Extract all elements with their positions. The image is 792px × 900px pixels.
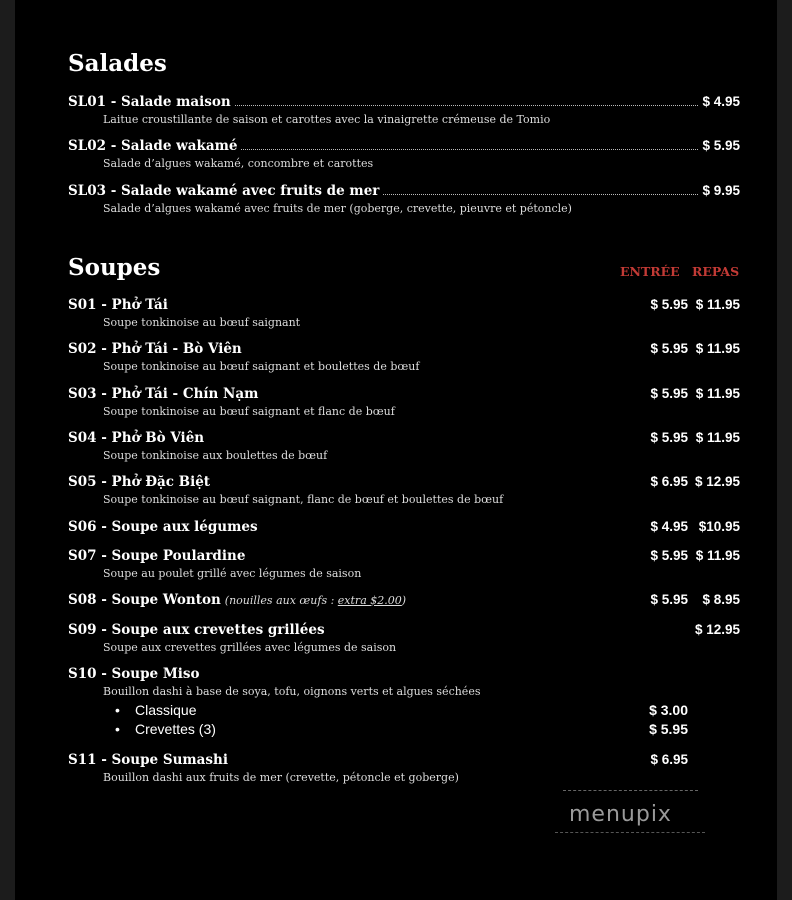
menu-item-s09 (68, 622, 740, 656)
price-entree: $ 5.95 (650, 386, 688, 401)
menu-item-s10 (68, 666, 740, 740)
soupes-title: Soupes (68, 254, 161, 281)
item-name: S03 - Phở Tái - Chín Nạm (68, 386, 259, 402)
item-name: S05 - Phở Đặc Biệt (68, 474, 211, 490)
price-repas: $ 11.95 (695, 297, 740, 312)
option-crevettes (68, 721, 740, 740)
dot-leader (383, 193, 698, 195)
price-repas: $ 11.95 (695, 430, 740, 445)
menupix-watermark (555, 790, 715, 842)
menu-item-s11 (68, 752, 740, 786)
price-repas: $ 8.95 (702, 592, 740, 607)
menu-item-sl01 (68, 94, 740, 128)
note-extra: extra $2.00 (337, 594, 402, 607)
item-name: S07 - Soupe Poulardine (68, 548, 246, 564)
bullet: • (115, 702, 120, 718)
price-repas: $10.95 (698, 519, 740, 534)
item-description: Soupe tonkinoise au bœuf saignant et flanc de bœuf (103, 405, 395, 418)
item-name: S08 - Soupe Wonton (68, 592, 221, 608)
item-name: SL01 - Salade maison (68, 94, 231, 110)
price-entree: $ 6.95 (650, 752, 688, 767)
menu-item-sl02 (68, 138, 740, 172)
menu-item-s05 (68, 474, 740, 508)
item-description: Laitue croustillante de saison et carottes avec la vinaigrette crémeuse de Tomio (103, 113, 551, 126)
item-name: SL02 - Salade wakamé (68, 138, 238, 154)
item-name: S11 - Soupe Sumashi (68, 752, 228, 768)
item-description: Soupe tonkinoise au bœuf saignant, flanc de bœuf et boulettes de bœuf (103, 493, 504, 506)
item-name: S01 - Phở Tái (68, 297, 168, 313)
item-name: S02 - Phở Tái - Bò Viên (68, 341, 242, 357)
dot-leader (235, 104, 699, 106)
item-price: $ 5.95 (702, 138, 740, 153)
price-entree: $ 5.95 (650, 430, 688, 445)
menu-item-s06 (68, 519, 740, 537)
option-classique (68, 702, 740, 721)
item-description: Soupe aux crevettes grillées avec légumes de saison (103, 641, 397, 654)
column-header-repas: REPAS (692, 264, 740, 279)
item-description: Bouillon dashi aux fruits de mer (crevette, pétoncle et goberge) (103, 771, 459, 784)
price-repas: $ 11.95 (695, 386, 740, 401)
watermark-rule (555, 832, 705, 833)
note-prefix: (nouilles aux œufs : (224, 594, 338, 607)
price-entree: $ 6.95 (650, 474, 688, 489)
price-entree: $ 5.95 (650, 341, 688, 356)
menu-item-sl03 (68, 183, 740, 217)
option-price: $ 3.00 (649, 702, 688, 718)
menu-item-s03 (68, 386, 740, 420)
item-description: Salade d’algues wakamé, concombre et carottes (103, 157, 374, 170)
item-description: Soupe tonkinoise au bœuf saignant et boulettes de bœuf (103, 360, 420, 373)
price-entree: $ 5.95 (650, 548, 688, 563)
menu-page (15, 0, 777, 900)
item-name: S09 - Soupe aux crevettes grillées (68, 622, 325, 638)
item-note (225, 594, 406, 607)
menu-item-s08 (68, 592, 740, 610)
salades-title: Salades (68, 50, 167, 77)
price-entree: $ 5.95 (650, 592, 688, 607)
menu-item-s04 (68, 430, 740, 464)
menu-item-s02 (68, 341, 740, 375)
item-name: S04 - Phở Bò Viên (68, 430, 205, 446)
menu-item-s07 (68, 548, 740, 582)
option-price: $ 5.95 (649, 721, 688, 737)
watermark-text: menupix (569, 802, 672, 827)
note-suffix: ) (401, 594, 407, 607)
price-repas: $ 11.95 (695, 548, 740, 563)
column-header-entree: ENTRÉE (620, 264, 680, 279)
item-price: $ 4.95 (702, 94, 740, 109)
item-description: Bouillon dashi à base de soya, tofu, oignons verts et algues séchées (103, 685, 481, 698)
price-repas: $ 11.95 (695, 341, 740, 356)
item-name: S10 - Soupe Miso (68, 666, 200, 682)
dot-leader (241, 148, 698, 150)
menu-item-s01 (68, 297, 740, 331)
miso-options (68, 702, 740, 740)
item-name: S06 - Soupe aux légumes (68, 519, 258, 535)
option-label: Crevettes (3) (135, 721, 216, 737)
item-description: Soupe tonkinoise aux boulettes de bœuf (103, 449, 328, 462)
item-description: Soupe au poulet grillé avec légumes de saison (103, 567, 362, 580)
option-label: Classique (135, 702, 197, 718)
item-description: Soupe tonkinoise au bœuf saignant (103, 316, 301, 329)
price-repas: $ 12.95 (694, 474, 740, 489)
price-entree: $ 5.95 (650, 297, 688, 312)
price-repas: $ 12.95 (694, 622, 740, 637)
price-entree: $ 4.95 (650, 519, 688, 534)
bullet: • (115, 721, 120, 737)
item-name: SL03 - Salade wakamé avec fruits de mer (68, 183, 380, 199)
item-price: $ 9.95 (702, 183, 740, 198)
watermark-rule (563, 790, 698, 791)
item-description: Salade d’algues wakamé avec fruits de mer (goberge, crevette, pieuvre et pétoncle) (103, 202, 572, 215)
